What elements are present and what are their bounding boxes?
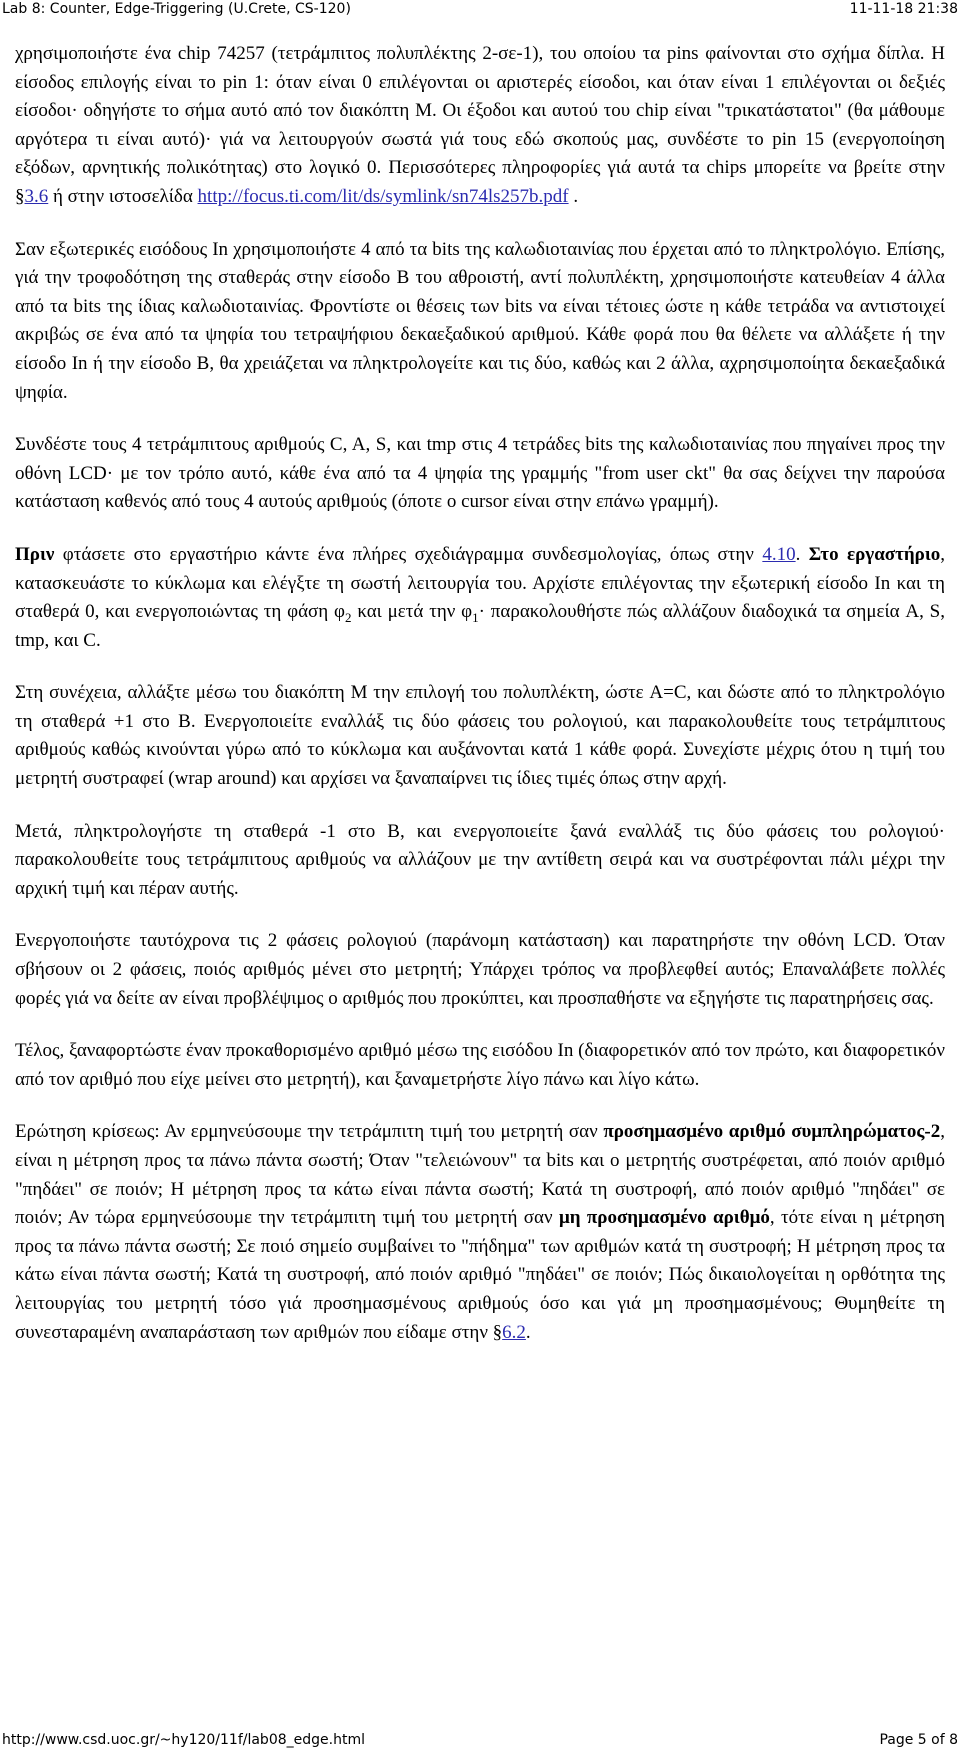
- page-number: Page 5 of 8: [879, 1732, 958, 1748]
- paragraph-keyboard-inputs: Σαν εξωτερικές εισόδους In χρησιμοποιήστε 4 από τα bits της καλωδιοταινίας που έρχεται από το πληκτρολόγιο. Επίσης, γιά την τροφοδότηση της σταθεράς στην είσοδο B του αθροιστή, αντί πολυπλέκτη, χρησιμοποιήστε κατευθείαν 4 άλλα από τα bits της ίδιας καλωδιοταινίας. Φροντίστε οι θέσεις των bits να είναι τέτοιες ώστε η κάθε τετράδα να αντιστοιχεί ακριβώς σε ένα από τα ψηφία του τετραψήφιου δεκαεξαδικού αριθμού. Κάθε φορά που θα θέλετε να αλλάξετε ή την είσοδο In ή την είσοδο B, θα χρειάζεται να πληκτρολογείτε και τις δύο, καθώς και 2 άλλα, αχρησιμοποίητα δεκαεξαδικά ψηφία.: [15, 238, 945, 403]
- page-footer: [0, 1731, 960, 1749]
- paragraph-reload: Τέλος, ξαναφορτώστε έναν προκαθορισμένο αριθμό μέσω της εισόδου In (διαφορετικόν από τον πρώτο, και διαφορετικόν από τον αριθμό που είχε μείνει στο μετρητή), και ξαναμετρήστε λίγο πάνω και λίγο κάτω.: [15, 1040, 945, 1090]
- paragraph-count-down: Μετά, πληκτρολογήστε τη σταθερά -1 στο B, και ενεργοποιείτε ξανά εναλλάξ τις δύο φάσεις του ρολογιού· παρακολουθείτε τους τετράμπιτους αριθμούς να αλλάζουν με την αντίθετη σειρά και να συστρέφονται πάλι μέχρι την αρχική τιμή και πέραν αυτής.: [15, 820, 945, 899]
- paragraph-count-up: Στη συνέχεια, αλλάξτε μέσω του διακόπτη M την επιλογή του πολυπλέκτη, ώστε A=C, και δώστε από το πληκτρολόγιο τη σταθερά +1 στο B. Ενεργοποιείτε εναλλάξ τις δύο φάσεις του ρολογιού, και παρακολουθείτε τους τετράμπιτους αριθμούς καθώς κινούνται γύρω από το κύκλωμα και αυξάνονται κατά 1 κάθε φορά. Συνεχίστε μέχρις ότου η τιμή του μετρητή συστραφεί (wrap around) και αρχίσει να ξαναπαίρνει τις ίδιες τιμές όπως στην αρχή.: [15, 682, 945, 790]
- paragraph-multiplexer: χρησιμοποιήστε ένα chip 74257 (τετράμπιτος πολυπλέκτης 2-σε-1), του οποίου τα pins φαίνονται στο σχήμα δίπλα. Η είσοδος επιλογής είναι το pin 1: όταν είναι 0 επιλέγονται οι αριστερές είσοδοι, και όταν είναι 1 επιλέγονται οι δεξιές είσοδοι· οδηγήστε το σήμα αυτό από τον διακόπτη M. Οι έξοδοι και αυτού του chip είναι "τρικατάστατοι" (θα μάθουμε αργότερα τι είναι αυτό)· γιά να λειτουργούν σωστά γιά τους εδώ σκοπούς μας, συνδέστε το pin 15 (ενεργοποίηση εξόδων, αρνητικής πολικότητας) στο λογικό 0. Περισσότερες πληροφορίες γιά αυτά τα chips μπορείτε να βρείτε στην §3.6 ή στην ιστοσελίδα http://focus.ti.com/lit/ds/symlink/sn74ls257b.pdf .: [15, 43, 945, 207]
- document-body: [15, 40, 945, 1371]
- paragraph-critical-question: Ερώτηση κρίσεως: Αν ερμηνεύσουμε την τετράμπιτη τιμή του μετρητή σαν προσημασμένο αριθμό συμπληρώματος-2, είναι η μέτρηση προς τα πάνω πάντα σωστή; Όταν "τελειώνουν" τα bits και ο μετρητής συστρέφεται, από ποιόν αριθμό "πηδάει" σε ποιόν; Η μέτρηση προς τα κάτω είναι πάντα σωστή; Κατά τη συστροφή, από ποιόν αριθμό "πηδάει" σε ποιόν; Αν τώρα ερμηνεύσουμε την τετράμπιτη τιμή του μετρητή σαν μη προσημασμένο αριθμό, τότε είναι η μέτρηση προς τα πάνω πάντα σωστή; Σε ποιό σημείο συμβαίνει το "πήδημα" των αριθμών κατά τη συστροφή; Η μέτρηση προς τα κάτω είναι πάντα σωστή; Κατά τη συστροφή, από ποιόν αριθμό "πηδάει" σε ποιόν; Πώς δικαιολογείται η ορθότητα της λειτουργίας του μετρητή τόσο γιά προσημασμένους αριθμούς όσο και γιά μη προσημασμένους; Θυμηθείτε τη συνεσταραμένη αναπαράσταση των αριθμών που είδαμε στην §6.2.: [15, 1121, 945, 1343]
- section-link-3-6[interactable]: 3.6: [24, 185, 49, 207]
- datasheet-link[interactable]: http://focus.ti.com/lit/ds/symlink/sn74ls257b.pdf: [197, 185, 569, 207]
- print-datetime: 11-11-18 21:38: [849, 1, 958, 17]
- page-url: http://www.csd.uoc.gr/~hy120/11f/lab08_edge.html: [2, 1732, 365, 1748]
- document-title: Lab 8: Counter, Edge-Triggering (U.Crete, CS-120): [2, 1, 351, 17]
- section-link-4-10[interactable]: 4.10: [762, 543, 796, 565]
- paragraph-lcd-connection: Συνδέστε τους 4 τετράμπιτους αριθμούς C, A, S, και tmp στις 4 τετράδες bits της καλωδιοταινίας που πηγαίνει προς την οθόνη LCD· με τον τρόπο αυτό, κάθε ένα από τα 4 ψηφία της γραμμής "from user ckt" θα σας δείχνει την παρούσα κατάσταση καθενός από τους 4 αυτούς αριθμούς (όποτε ο cursor είναι στην επάνω γραμμή).: [15, 434, 945, 513]
- paragraph-before-lab: Πριν φτάσετε στο εργαστήριο κάντε ένα πλήρες σχεδιάγραμμα συνδεσμολογίας, όπως στην 4.10. Στο εργαστήριο, κατασκευάστε το κύκλωμα και ελέγξτε τη σωστή λειτουργία του. Αρχίστε επιλέγοντας την εξωτερική είσοδο In και τη σταθερά 0, και ενεργοποιώντας τη φάση $\varphi_2$ και μετά την $\varphi_1\cdot \pi\alpha\rho\alpha\kappa o\lambda o\upsilon\theta ή\sigma\tau\varepsilon$ πώς αλλάζουν διαδοχικά τα σημεία A, S, tmp, και C.: [15, 543, 946, 651]
- section-link-6-2[interactable]: 6.2: [502, 1321, 526, 1343]
- page-header: [0, 0, 960, 18]
- paragraph-illegal-state: Ενεργοποιήστε ταυτόχρονα τις 2 φάσεις ρολογιού (παράνομη κατάσταση) και παρατηρήστε την οθόνη LCD. Όταν σβήσουν οι 2 φάσεις, ποιός αριθμός μένει στο μετρητή; Υπάρχει τρόπος να προβλεφθεί αυτός; Επαναλάβετε πολλές φορές γιά να δείτε αν είναι προβλέψιμος ο αριθμός που προκύπτει, και προσπαθήστε να εξηγήστε τις παρατηρήσεις σας.: [15, 930, 945, 1009]
